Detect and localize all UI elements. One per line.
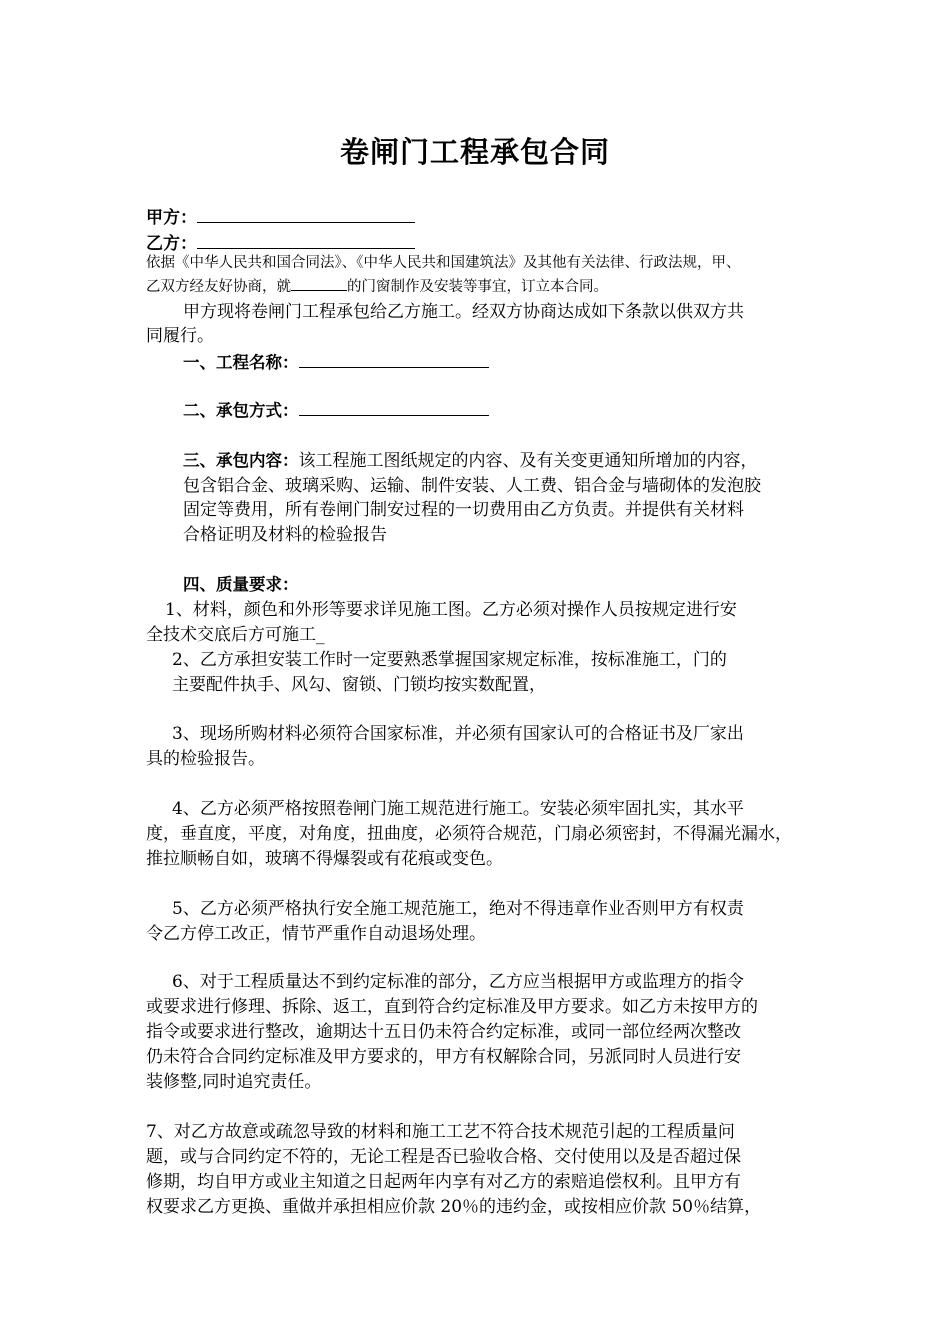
document-title: 卷闸门工程承包合同 — [339, 135, 610, 169]
section-2 — [183, 399, 489, 423]
item-4-line-2: 度，垂直度，平度，对角度，扭曲度，必须符合规范，门扇必须密封，不得漏光漏水， — [146, 824, 792, 844]
section-3-line-1 — [183, 449, 758, 473]
intro-line-2a: 乙双方经友好协商，就 — [146, 279, 291, 295]
item-6-line-2: 或要求进行修理、拆除、返工，直到符合约定标准及甲方要求。如乙方未按甲方的 — [146, 997, 758, 1017]
section-3-line-4: 合格证明及材料的检验报告 — [183, 525, 387, 545]
item-5-line-1: 5、乙方必须严格执行安全施工规范施工，绝对不得违章作业否则甲方有权责 — [172, 899, 744, 919]
item-4-line-3: 推拉顺畅自如，玻璃不得爆裂或有花痕或变色。 — [146, 849, 503, 869]
section-4-heading: 四、质量要求： — [183, 575, 299, 594]
item-6-line-1: 6、对于工程质量达不到约定标准的部分，乙方应当根据甲方或监理方的指令 — [172, 972, 744, 992]
intro-line-1: 依据《中华人民共和国合同法》、《中华人民共和国建筑法》及其他有关法律、行政法规，甲、 — [146, 255, 741, 271]
section-3-text-1: 该工程施工图纸规定的内容、及有关变更通知所增加的内容， — [298, 451, 758, 471]
contract-method-blank — [299, 399, 489, 416]
item-7-line-2: 题，或与合同约定不符的，无论工程是否已验收合格、交付使用以及是否超过保 — [146, 1147, 741, 1167]
item-7-line-4: 权要求乙方更换、重做并承担相应价款 20％的违约金，或按相应价款 50％结算， — [146, 1197, 762, 1217]
intro-line-2b: 的门窗制作及安装等事宜，订立本合同。 — [347, 279, 608, 295]
item-2-line-2: 主要配件执手、风勾、窗锁、门锁均按实数配置， — [172, 675, 546, 695]
item-6-line-3: 指令或要求进行整改，逾期达十五日仍未符合约定标准，或同一部位经两次整改 — [146, 1022, 741, 1042]
preamble-line-1: 甲方现将卷闸门工程承包给乙方施工。经双方协商达成如下条款以供双方共 — [183, 302, 744, 322]
party-a-label: 甲方： — [146, 208, 197, 228]
item-7-line-1: 7、对乙方故意或疏忽导致的材料和施工工艺不符合技术规范引起的工程质量问 — [146, 1122, 735, 1142]
item-5-line-2: 令乙方停工改正，情节严重作自动退场处理。 — [146, 924, 486, 944]
preamble-line-2: 同履行。 — [146, 326, 214, 346]
party-b-blank — [197, 232, 415, 249]
party-a-line — [146, 203, 415, 228]
project-blank — [291, 277, 347, 291]
item-6-line-4: 仍未符合合同约定标准及甲方要求的，甲方有权解除合同，另派同时人员进行安 — [146, 1047, 741, 1067]
item-6-line-5: 装修整,同时追究责任。 — [146, 1072, 322, 1092]
section-1 — [183, 351, 489, 375]
item-3-line-2: 具的检验报告。 — [146, 749, 265, 769]
section-3-line-3: 固定等费用，所有卷闸门制安过程的一切费用由乙方负责。并提供有关材料 — [183, 500, 744, 520]
party-a-blank — [197, 206, 415, 223]
item-1-line-2: 全技术交底后方可施工_ — [146, 625, 325, 645]
intro-line-2 — [146, 275, 608, 299]
section-2-label: 二、承包方式： — [183, 401, 299, 420]
project-name-blank — [299, 351, 489, 368]
party-b-label: 乙方： — [146, 234, 197, 254]
section-1-label: 一、工程名称： — [183, 353, 299, 372]
item-1-line-1: 1、材料，颜色和外形等要求详见施工图。乙方必须对操作人员按规定进行安 — [165, 600, 737, 620]
item-4-line-1: 4、乙方必须严格按照卷闸门施工规范进行施工。安装必须牢固扎实，其水平 — [172, 799, 744, 819]
item-3-line-1: 3、现场所购材料必须符合国家标准，并必须有国家认可的合格证书及厂家出 — [172, 724, 744, 744]
item-7-line-3: 修期，均自甲方或业主知道之日起两年内享有对乙方的索赔追偿权利。且甲方有 — [146, 1172, 741, 1192]
section-3-line-2: 包含铝合金、玻璃采购、运输、制件安装、人工费、铝合金与墙砌体的发泡胶 — [183, 476, 761, 496]
section-3-heading: 三、承包内容： — [183, 451, 299, 470]
item-2-line-1: 2、乙方承担安装工作时一定要熟悉掌握国家规定标准，按标准施工，门的 — [172, 650, 727, 670]
